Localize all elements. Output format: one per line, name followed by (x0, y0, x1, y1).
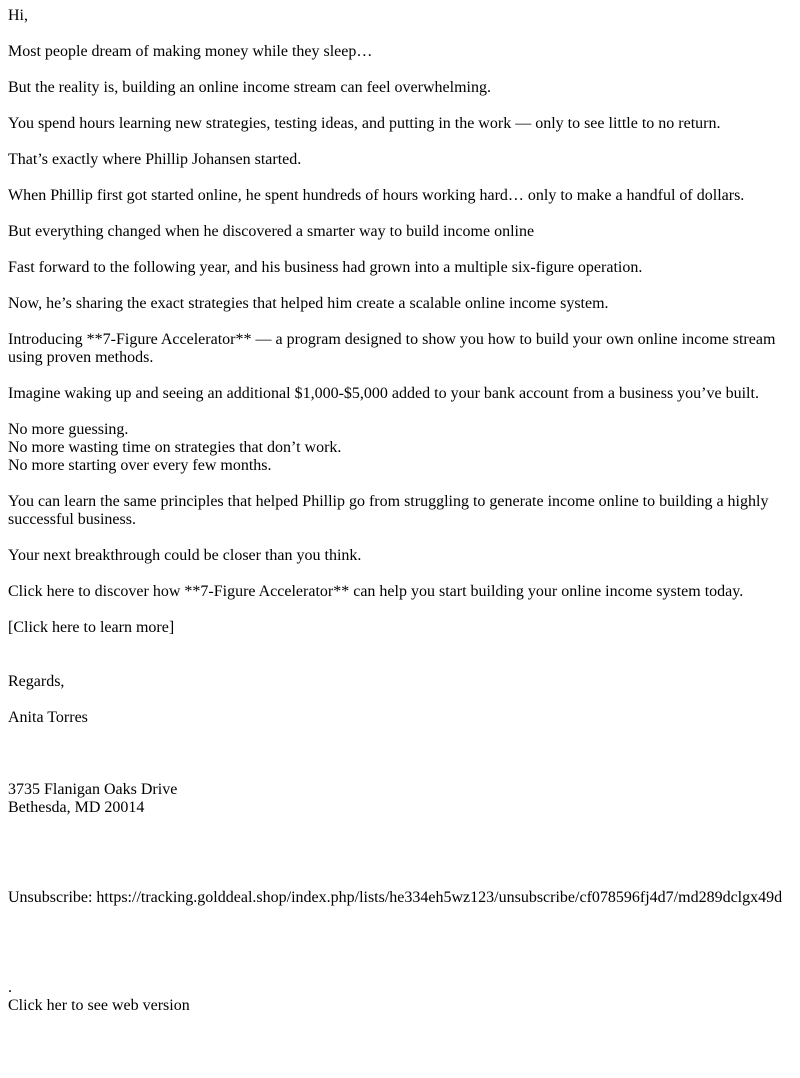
no-more-item: No more wasting time on strategies that don’t work. (8, 439, 342, 456)
paragraph-introducing: Introducing **7-Figure Accelerator** — a program designed to show you how to build your own online income stream using proven methods. (8, 331, 776, 366)
signoff: Regards, (8, 673, 65, 690)
spacer (8, 745, 776, 781)
paragraph-hundreds-hours: When Phillip first got started online, he spent hundreds of hours working hard… only to make a handful of dollars. (8, 187, 745, 204)
paragraph-reality: But the reality is, building an online income stream can feel overwhelming. (8, 79, 491, 96)
spacer (8, 925, 776, 979)
no-more-item: No more guessing. (8, 421, 129, 438)
postal-address (8, 781, 776, 817)
paragraph-changed: But everything changed when he discovered a smarter way to build income online (8, 223, 535, 240)
sender-name: Anita Torres (8, 709, 88, 726)
paragraph-phillip-start: That’s exactly where Phillip Johansen started. (8, 151, 302, 168)
cta-paragraph: Click here to discover how **7-Figure Accelerator** can help you start building your online income system today. (8, 583, 744, 600)
spacer (8, 835, 776, 889)
paragraph-imagine: Imagine waking up and seeing an additional $1,000-$5,000 added to your bank account from a business you’ve built. (8, 385, 759, 402)
no-more-item: No more starting over every few months. (8, 457, 272, 474)
spacer (8, 655, 776, 673)
paragraph-sharing: Now, he’s sharing the exact strategies that helped him create a scalable online income system. (8, 295, 609, 312)
web-version-block (8, 979, 776, 1015)
paragraph-dream: Most people dream of making money while they sleep… (8, 43, 373, 60)
paragraph-hours: You spend hours learning new strategies, testing ideas, and putting in the work — only to see little to no return. (8, 115, 721, 132)
web-version-link[interactable]: Click her to see web version (8, 997, 190, 1014)
paragraph-breakthrough: Your next breakthrough could be closer than you think. (8, 547, 362, 564)
no-more-list (8, 421, 776, 475)
dot-separator: . (8, 979, 12, 996)
greeting: Hi, (8, 7, 28, 24)
paragraph-fast-forward: Fast forward to the following year, and his business had grown into a multiple six-figure operation. (8, 259, 643, 276)
unsubscribe-link[interactable]: Unsubscribe: https://tracking.golddeal.shop/index.php/lists/he334eh5wz123/unsubscribe/cf078596fj4d7/md289dclgx49d (8, 889, 783, 906)
paragraph-principles: You can learn the same principles that helped Phillip go from struggling to generate income online to building a highly successful business. (8, 493, 769, 528)
learn-more-link[interactable]: [Click here to learn more] (8, 619, 175, 636)
address-line: 3735 Flanigan Oaks Drive (8, 781, 178, 798)
address-line: Bethesda, MD 20014 (8, 799, 145, 816)
